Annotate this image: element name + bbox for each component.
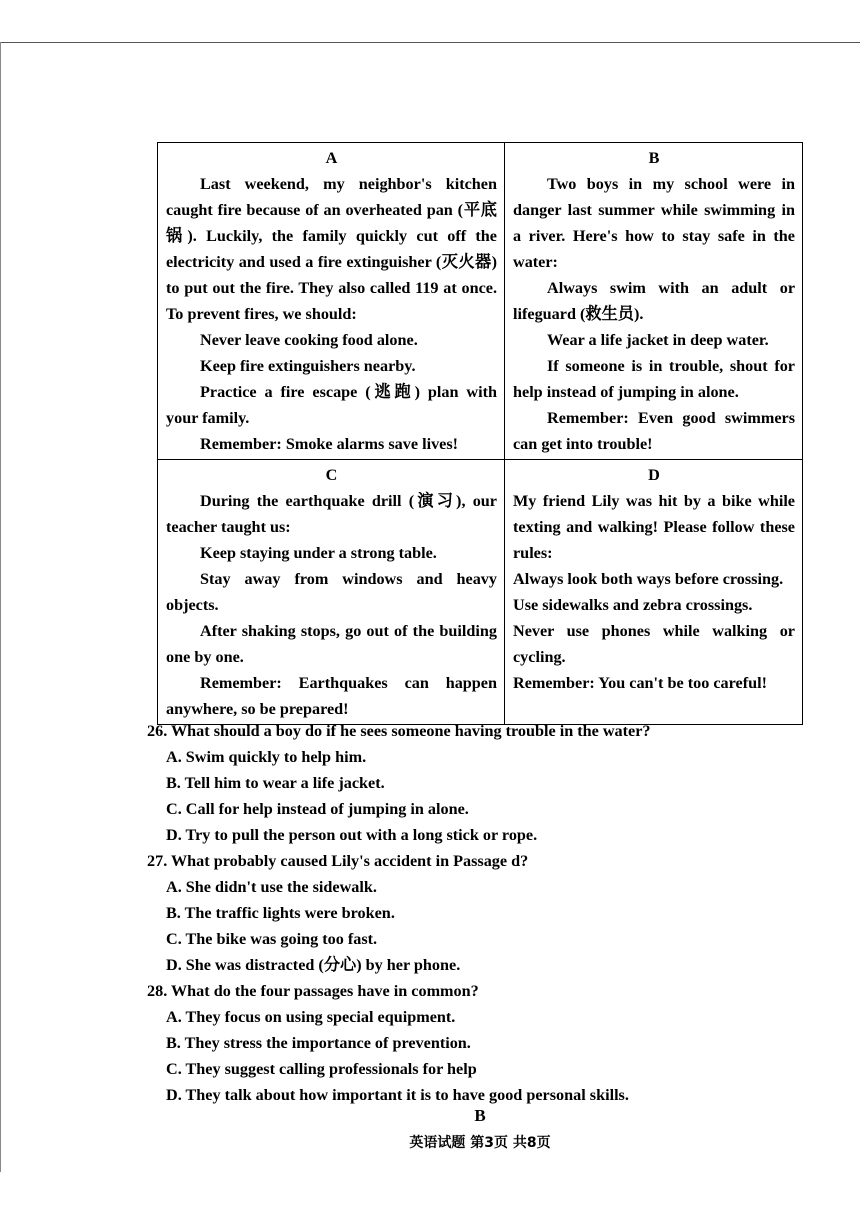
option-c: C. They suggest calling professionals for help bbox=[166, 1060, 477, 1078]
passage-b-tip: Wear a life jacket in deep water. bbox=[547, 331, 769, 349]
passage-a-tip: Keep fire extinguishers nearby. bbox=[200, 357, 416, 375]
question-28 bbox=[147, 978, 807, 1108]
passage-d-rule: Use sidewalks and zebra crossings. bbox=[513, 596, 753, 614]
passage-b-remember: Remember: Even good swimmers can get into trouble! bbox=[513, 409, 795, 453]
question-stem: 27. What probably caused Lily's accident in Passage d? bbox=[147, 852, 529, 870]
passage-c-tip: Keep staying under a strong table. bbox=[200, 544, 437, 562]
question-stem: 26. What should a boy do if he sees someone having trouble in the water? bbox=[147, 722, 651, 740]
option-d: D. She was distracted (分心) by her phone. bbox=[166, 956, 461, 974]
page-left-rule bbox=[0, 42, 1, 1172]
option-d: D. Try to pull the person out with a long stick or rope. bbox=[166, 826, 538, 844]
passage-a-tip: Never leave cooking food alone. bbox=[200, 331, 418, 349]
question-stem: 28. What do the four passages have in common? bbox=[147, 982, 479, 1000]
option-a: A. They focus on using special equipment. bbox=[166, 1008, 456, 1026]
option-b: B. The traffic lights were broken. bbox=[166, 904, 395, 922]
questions bbox=[147, 718, 807, 1108]
passage-b-tip: Always swim with an adult or lifeguard (救生员). bbox=[513, 279, 795, 323]
passage-c-tip: After shaking stops, go out of the building one by one. bbox=[166, 622, 497, 666]
passage-a-heading: A bbox=[325, 149, 338, 167]
passage-a-tip: Practice a fire escape (逃跑) plan with your family. bbox=[166, 383, 497, 427]
passage-b-para: Two boys in my school were in danger last summer while swimming in a river. Here's how to stay safe in the water: bbox=[513, 175, 795, 271]
question-27 bbox=[147, 848, 807, 978]
passage-b-heading: B bbox=[648, 149, 660, 167]
passage-c-remember: Remember: Earthquakes can happen anywhere, so be prepared! bbox=[166, 674, 497, 718]
passage-d bbox=[505, 460, 803, 725]
page-footer: 英语试题 第3页 共8页 bbox=[409, 1135, 551, 1151]
passage-d-heading: D bbox=[648, 466, 660, 484]
passage-c-para: During the earthquake drill (演习), our teacher taught us: bbox=[166, 492, 497, 536]
passage-d-rule: Never use phones while walking or cycling. bbox=[513, 622, 795, 666]
passage-d-remember: Remember: You can't be too careful! bbox=[513, 674, 767, 692]
passage-c-heading: C bbox=[325, 466, 338, 484]
option-a: A. She didn't use the sidewalk. bbox=[166, 878, 377, 896]
page-top-rule bbox=[0, 42, 860, 43]
passage-b bbox=[505, 143, 803, 460]
section-letter: B bbox=[474, 1106, 486, 1125]
passage-b-tip: If someone is in trouble, shout for help instead of jumping in alone. bbox=[513, 357, 795, 401]
question-26 bbox=[147, 718, 807, 848]
option-b: B. Tell him to wear a life jacket. bbox=[166, 774, 385, 792]
passage-a bbox=[158, 143, 505, 460]
passage-d-rule: Always look both ways before crossing. bbox=[513, 570, 784, 588]
option-d: D. They talk about how important it is to have good personal skills. bbox=[166, 1086, 629, 1104]
passages-table bbox=[157, 142, 803, 725]
option-c: C. The bike was going too fast. bbox=[166, 930, 378, 948]
passage-d-para: My friend Lily was hit by a bike while texting and walking! Please follow these rules: bbox=[513, 492, 795, 562]
option-c: C. Call for help instead of jumping in alone. bbox=[166, 800, 469, 818]
passage-a-para: Last weekend, my neighbor's kitchen caught fire because of an overheated pan (平底锅). Luckily, the family quickly cut off the electricity and used a fire extinguisher (灭火器) to put out the fire. They also called 119 at once. To prevent fires, we should: bbox=[166, 175, 497, 323]
passage-a-remember: Remember: Smoke alarms save lives! bbox=[200, 435, 459, 453]
passage-c bbox=[158, 460, 505, 725]
option-b: B. They stress the importance of prevention. bbox=[166, 1034, 471, 1052]
option-a: A. Swim quickly to help him. bbox=[166, 748, 367, 766]
passage-c-tip: Stay away from windows and heavy objects. bbox=[166, 570, 497, 614]
